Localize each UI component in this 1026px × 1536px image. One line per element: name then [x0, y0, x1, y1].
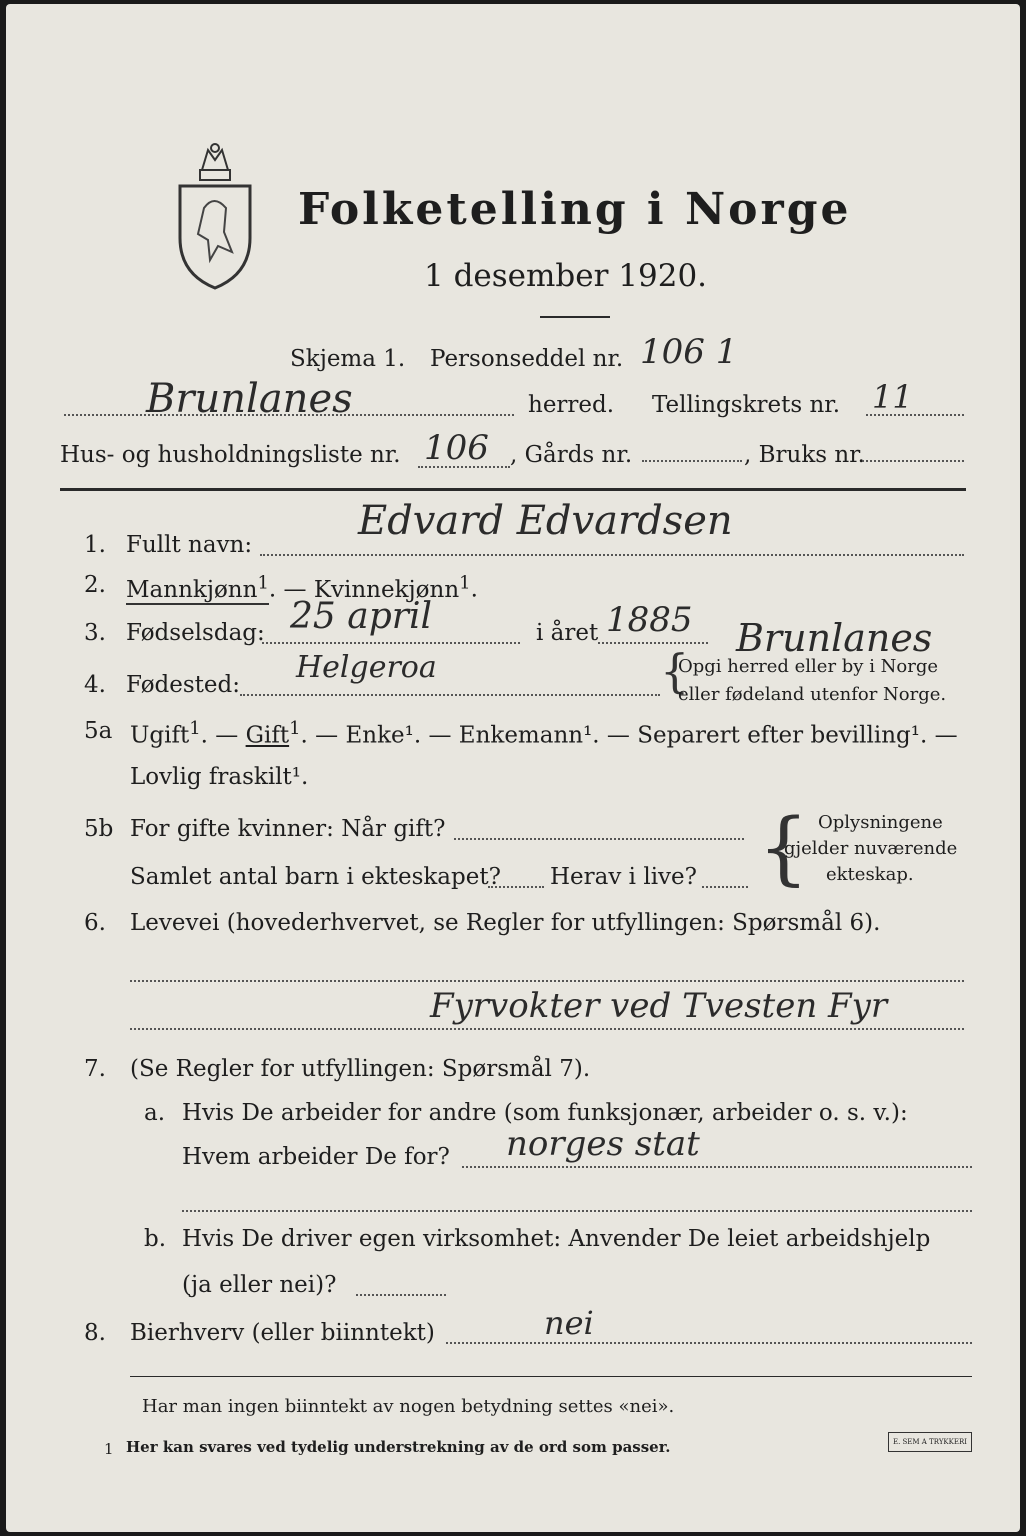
q7a-extra-line: [182, 1210, 972, 1212]
female-option[interactable]: Kvinnekjønn$^1$: [313, 572, 471, 603]
q1-number: 1.: [84, 532, 106, 558]
birth-place-value[interactable]: Helgeroa: [296, 650, 437, 685]
q7b-line-1: Hvis De driver egen virksomhet: Anvender De leiet arbeidshjelp: [182, 1226, 931, 1252]
skjema-label: Skjema 1.: [290, 346, 406, 372]
gards-line: [642, 460, 742, 462]
q3-year-line: [598, 642, 708, 644]
q6-line-1: [130, 980, 964, 982]
q5b-note-1: Oplysningene: [818, 812, 943, 833]
q4-brace: {: [660, 644, 690, 698]
personseddel-label: Personseddel nr.: [430, 346, 624, 372]
tellingskrets-label: Tellingskrets nr.: [652, 392, 841, 418]
q7a-line-2: Hvem arbeider De for?: [182, 1144, 450, 1170]
male-option[interactable]: Mannkjønn$^1$: [126, 572, 269, 603]
q8-label: Bierhverv (eller biinntekt): [130, 1320, 435, 1346]
herred-label: herred.: [528, 392, 615, 418]
form-title: Folketelling i Norge: [298, 184, 852, 235]
printer-stamp: E. SEM A TRYKKERI: [888, 1432, 972, 1452]
footer-divider: [130, 1376, 972, 1377]
birth-day-value[interactable]: 25 april: [290, 596, 432, 637]
full-name-value[interactable]: Edvard Edvardsen: [358, 498, 733, 544]
coat-of-arms-icon: [174, 142, 256, 292]
q7-label: (Se Regler for utfyllingen: Spørsmål 7).: [130, 1056, 591, 1082]
q6-label: Levevei (hovederhvervet, se Regler for utfyllingen: Spørsmål 6).: [130, 910, 881, 936]
q4-label: Fødested:: [126, 672, 241, 698]
header-divider-top: [60, 488, 966, 491]
q4-note-2: eller fødeland utenfor Norge.: [678, 684, 947, 705]
q5b-note-2: gjelder nuværende: [784, 838, 958, 859]
gards-label: , Gårds nr.: [510, 442, 633, 468]
q5b-alive-line: [702, 886, 748, 888]
hus-label: Hus- og husholdningsliste nr.: [60, 442, 401, 468]
q4-number: 4.: [84, 672, 106, 698]
q5b-children-line: [488, 886, 544, 888]
q5a-line-2: Lovlig fraskilt¹.: [130, 764, 309, 790]
q5b-children-label: Samlet antal barn i ekteskapet?: [130, 864, 501, 890]
q6-number: 6.: [84, 910, 106, 936]
herred-value[interactable]: Brunlanes: [146, 376, 353, 422]
birth-year-value[interactable]: 1885: [606, 600, 693, 640]
q7a-number: a.: [144, 1100, 166, 1126]
census-date: 1 desember 1920.: [424, 258, 708, 294]
hus-line: [418, 466, 510, 468]
q8-number: 8.: [84, 1320, 106, 1346]
birth-place-extra[interactable]: Brunlanes: [736, 616, 933, 660]
q8-line: [446, 1342, 972, 1344]
q5b-married-line: [454, 838, 744, 840]
marital-status-options: Ugift$^1$. — Gift$^1$. — Enke¹. — Enkemann¹. — Separert efter bevilling¹. —: [130, 718, 958, 749]
tellingskrets-value[interactable]: 11: [872, 378, 913, 416]
title-divider: [540, 316, 610, 318]
employer-value[interactable]: norges stat: [506, 1124, 700, 1164]
hus-value[interactable]: 106: [424, 428, 489, 468]
side-income-value[interactable]: nei: [544, 1304, 594, 1342]
q7a-employer-line: [462, 1166, 972, 1168]
q7b-answer-line: [356, 1294, 446, 1296]
occupation-value[interactable]: Fyrvokter ved Tvesten Fyr: [430, 986, 888, 1026]
q5b-number: 5b: [84, 816, 114, 842]
census-form: [6, 4, 1020, 1532]
q2-options: Mannkjønn$^1$. — Kvinnekjønn$^1$.: [126, 572, 478, 603]
personseddel-value[interactable]: 106 1: [640, 332, 738, 372]
footnote-text: Her kan svares ved tydelig understrekning av de ord som passer.: [126, 1438, 671, 1456]
q5b-line-1: For gifte kvinner: Når gift?: [130, 816, 446, 842]
q2-number: 2.: [84, 572, 106, 598]
footer-note: Har man ingen biinntekt av nogen betydning settes «nei».: [142, 1396, 675, 1417]
q7-number: 7.: [84, 1056, 106, 1082]
gift-option[interactable]: Gift: [245, 722, 290, 749]
q7a-line-1: Hvis De arbeider for andre (som funksjonær, arbeider o. s. v.):: [182, 1100, 908, 1126]
q6-line-2: [130, 1028, 964, 1030]
q1-label: Fullt navn:: [126, 532, 253, 558]
q5b-alive-label: Herav i live?: [550, 864, 697, 890]
q3-label: Fødselsdag:: [126, 620, 265, 646]
q7b-line-2: (ja eller nei)?: [182, 1272, 337, 1298]
q3-number: 3.: [84, 620, 106, 646]
year-label: i året: [536, 620, 599, 646]
ugift-option[interactable]: Ugift: [130, 722, 190, 749]
bruks-line: [862, 460, 964, 462]
q5b-note-3: ekteskap.: [826, 864, 914, 885]
q4-line: [240, 694, 660, 696]
q5a-number: 5a: [84, 718, 113, 744]
bruks-label: , Bruks nr.: [744, 442, 865, 468]
q1-line: [260, 554, 964, 556]
footnote-number: 1: [104, 1440, 114, 1458]
q4-note-1: Opgi herred eller by i Norge: [678, 656, 939, 677]
q3-day-line: [262, 642, 520, 644]
q7b-number: b.: [144, 1226, 167, 1252]
q5b-brace: {: [758, 801, 809, 894]
